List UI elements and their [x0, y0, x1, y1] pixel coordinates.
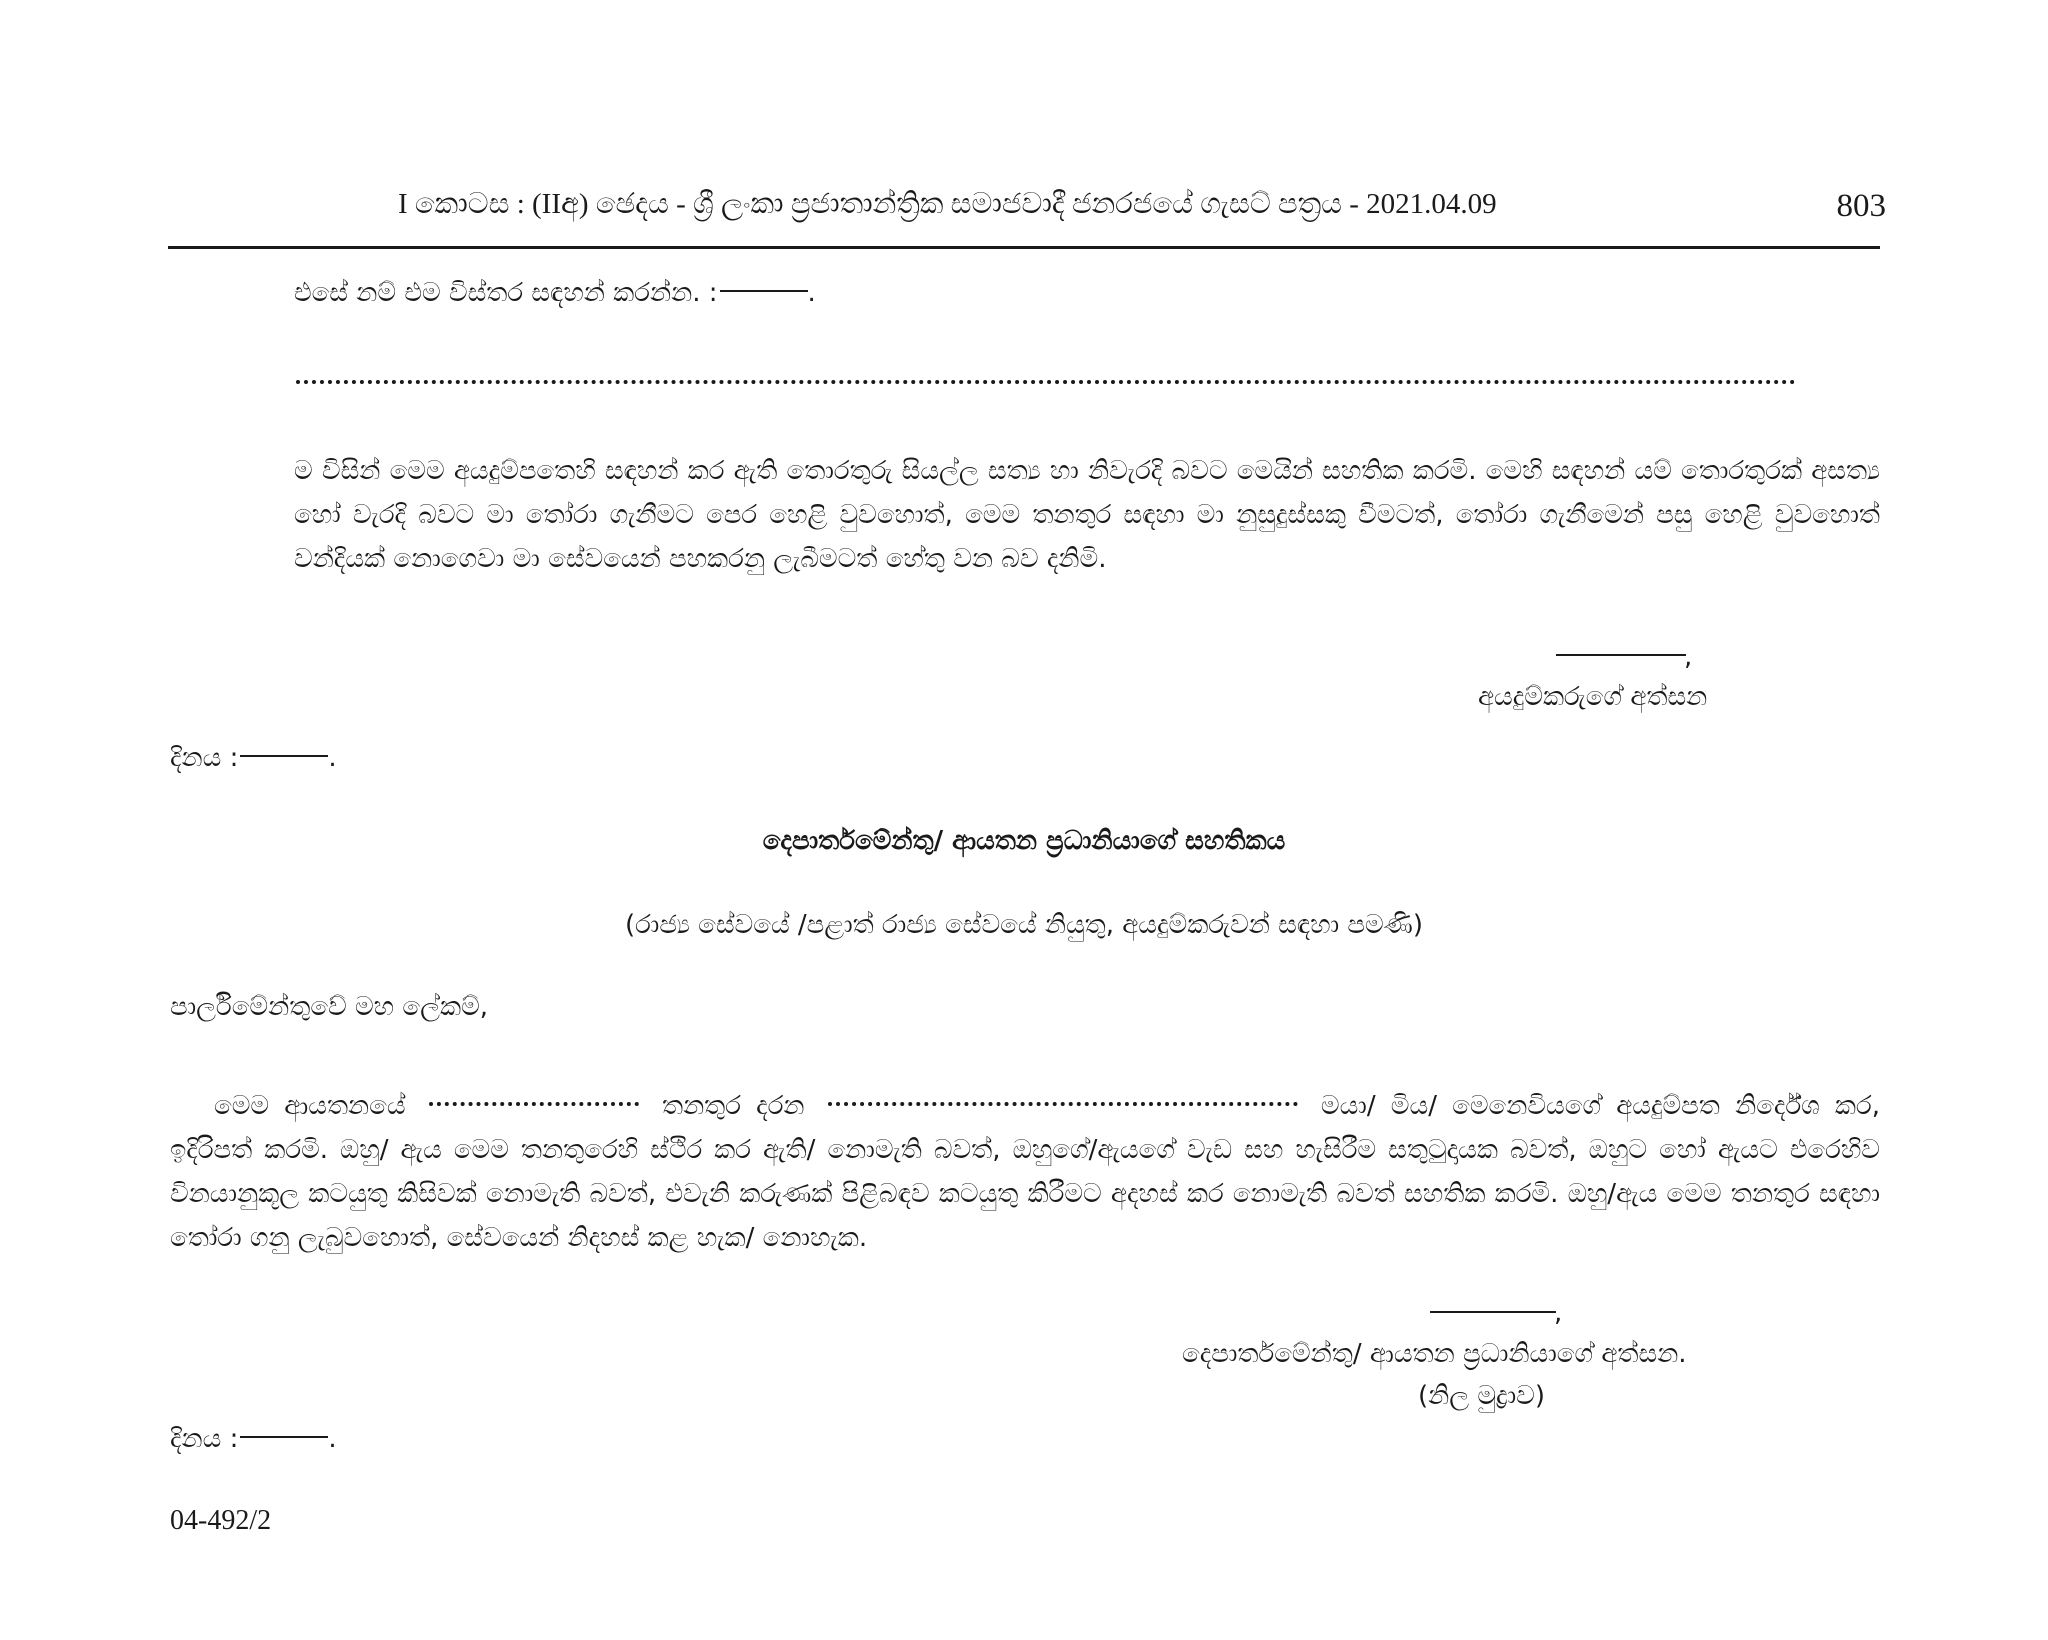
head-signature-label: දෙපාර්තමේන්තු/ ආයතන ප්‍රධානියාගේ අත්සන. — [1182, 1339, 1687, 1369]
official-seal-label: (නිල මුද්‍රාව) — [1418, 1381, 1545, 1411]
applicant-signature-label: අයදුම්කරුගේ අත්සන — [1478, 682, 1708, 712]
reference-number: 04-492/2 — [170, 1505, 272, 1536]
body-lead: මෙම ආයතනයේ — [214, 1091, 406, 1121]
recommendation-paragraph — [170, 1084, 1880, 1260]
page-number: 803 — [1836, 188, 1886, 224]
date-line-2: දිනය : . — [170, 1424, 337, 1454]
addressee: පාර්ලිමේන්තුවේ මහ ලේකම්, — [170, 992, 489, 1022]
header-rule — [168, 246, 1880, 249]
date-blank — [240, 755, 328, 757]
date-label: දිනය : — [170, 1424, 239, 1454]
gazette-header: I කොටස : (IIඅ) ඡෙදය - ශ්‍රී ලංකා ප්‍රජාතාන්ත්‍රික සමාජවාදී ජනරජයේ ගැසට් පත්‍රය - 2021.04.09 — [398, 188, 1497, 220]
dotted-fill-line — [296, 380, 1796, 384]
body-rest: මයා/ මිය/ මෙනෙවියගේ අයදුම්පත නිර්දේශ කර, ඉදිරිපත් කරමි. ඔහු/ ඇය මෙම තනතුරෙහි ස්ථිර කර ඇති/ නොමැති බවත්, ඔහුගේ/ඇයගේ වැඩ සහ හැසිරීම සතුටුදායක බවත්, ඔහුට හෝ ඇයට එරෙහිව විනයානුකූල කටයුතු කිසිවක් නොමැති බවත්, එවැනි කරුණක් පිළිබඳව කටයුතු කිරීමට අදහස් කර නොමැති බවත් සහතික කරමි. ඔහු/ඇය මෙම තනතුර සඳහා තෝරා ගනු ලැබුවහොත්, සේවයෙන් නිදහස් කළ හැක/ නොහැක. — [170, 1091, 1880, 1253]
dotted-blank-institution — [429, 1102, 639, 1106]
details-prompt: එසේ නම් එම විස්තර සඳහන් කරන්න. : — [294, 278, 718, 308]
dotted-blank-post — [828, 1102, 1298, 1106]
declaration-paragraph: ම විසින් මෙම අයදුම්පතෙහි සඳහන් කර ඇති තොරතුරු සියල්ල සත්‍ය හා නිවැරදි බවට මෙයින් සහතික කරමි. මෙහි සඳහන් යම් තොරතුරක් අසත්‍ය හෝ වැරදි බවට මා තෝරා ගැනීමට පෙර හෙළි වුවහොත්, මෙම තනතුර සඳහා මා නුසුදුස්සකු වීමටත්, තෝරා ගැනීමෙන් පසු හෙළි වුවහොත් වන්දියක් නොගෙවා මා සේවයෙන් පහකරනු ලැබීමටත් හේතු වන බව දනිමි. — [294, 456, 1880, 574]
date-blank — [240, 1436, 328, 1438]
applicant-signature-line — [1556, 654, 1686, 656]
head-signature-line — [1430, 1311, 1556, 1313]
date-label: දිනය : — [170, 743, 239, 773]
body-mid: තනතුර දරන — [661, 1091, 805, 1121]
certificate-title: දෙපාර්තමේන්තු/ ආයතන ප්‍රධානියාගේ සහතිකය — [762, 826, 1286, 856]
details-prompt-line: එසේ නම් එම විස්තර සඳහන් කරන්න. : . — [294, 278, 816, 308]
date-line-1: දිනය : . — [170, 743, 337, 773]
certificate-subtitle: (රාජ්‍ය සේවයේ /පළාත් රාජ්‍ය සේවයේ නියුතු, අයදුම්කරුවන් සඳහා පමණි) — [624, 910, 1424, 940]
blank-line — [720, 290, 808, 292]
